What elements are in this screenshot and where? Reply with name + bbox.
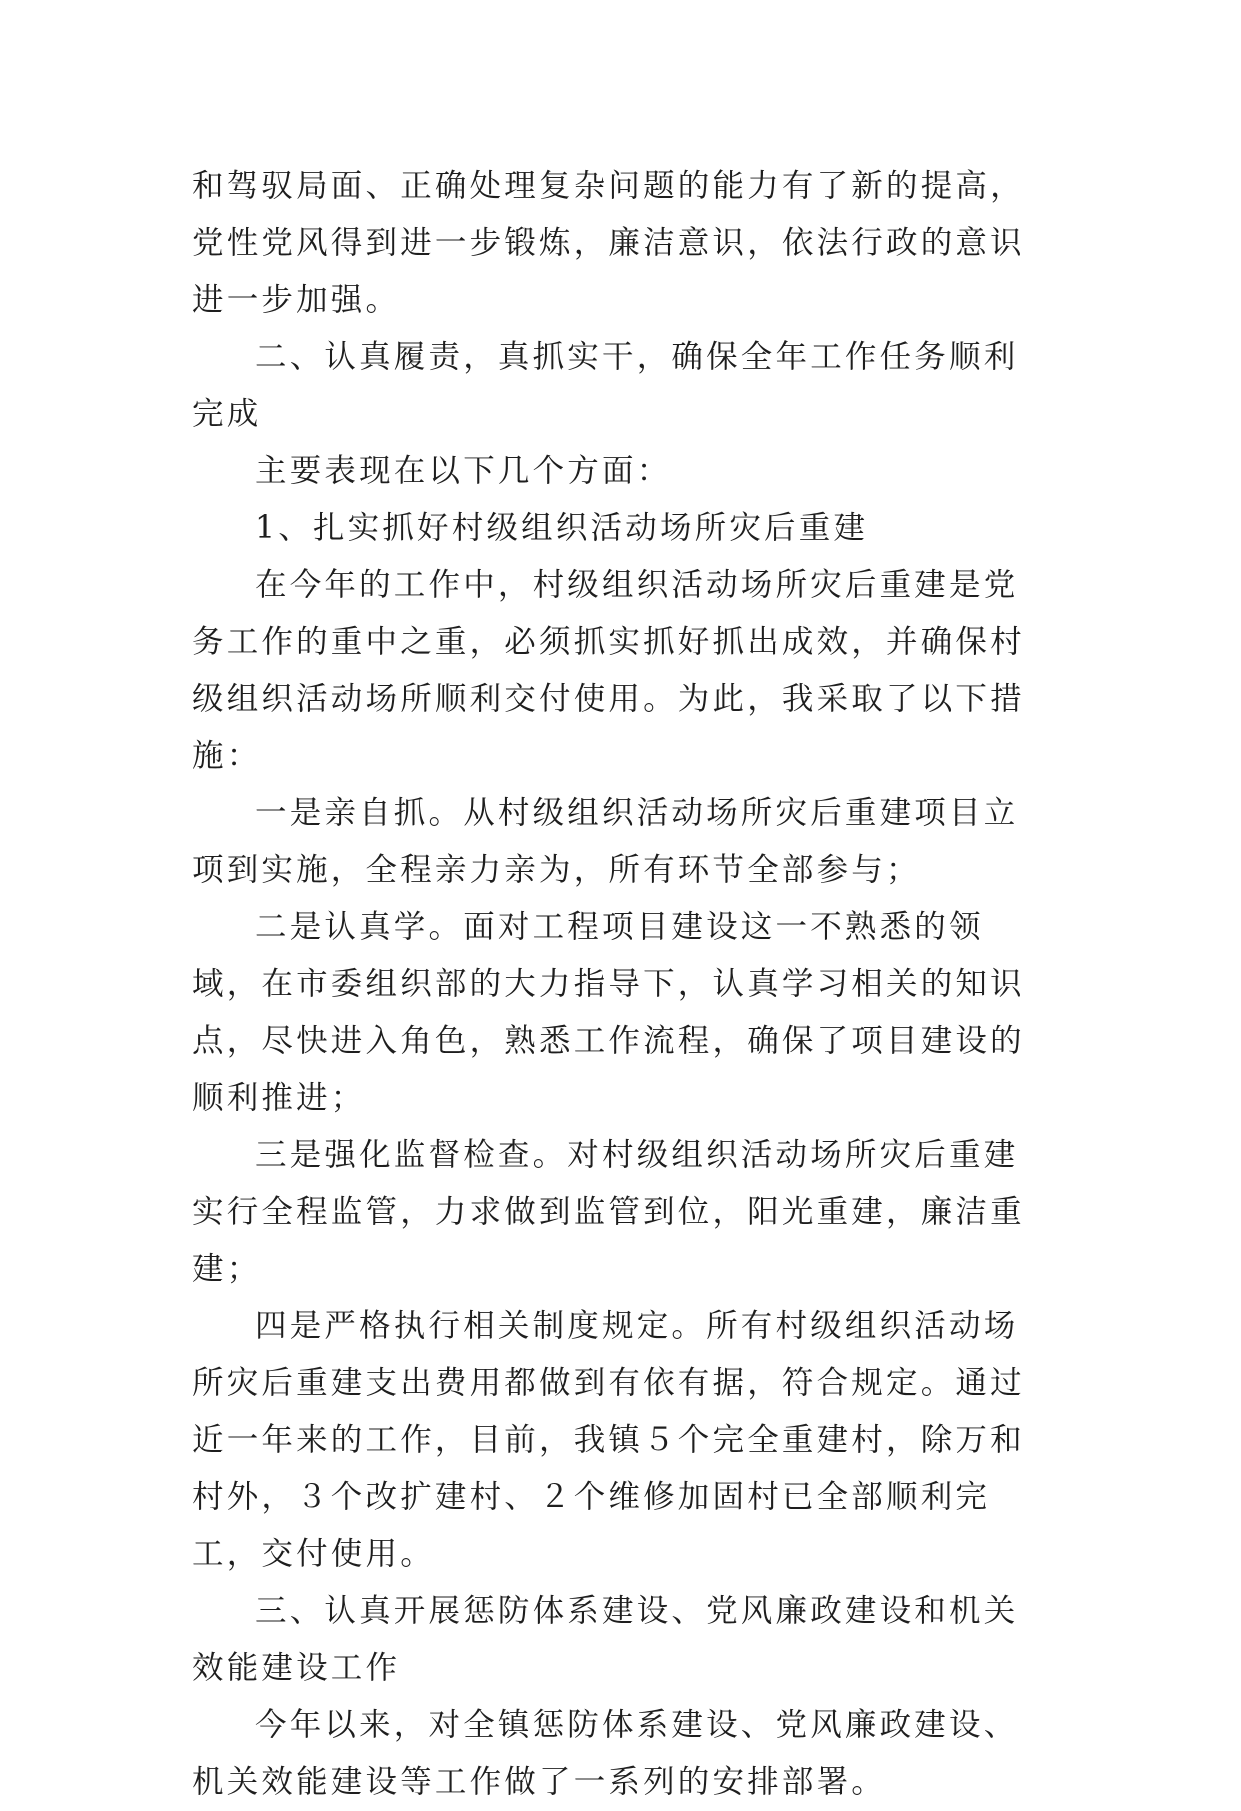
paragraph-intro: 主要表现在以下几个方面： (255, 453, 672, 489)
paragraph-measure-2: 二是认真学。面对工程项目建设这一不熟悉的领域，在市委组织部的大力指导下，认真学习相关的知识点，尽快进入角色，熟悉工作流程，确保了项目建设的顺利推进； (192, 909, 1025, 1116)
paragraph-continuation: 和驾驭局面、正确处理复杂问题的能力有了新的提高，党性党风得到进一步锻炼，廉洁意识，依法行政的意识进一步加强。 (192, 168, 1025, 318)
paragraph-measure-4: 四是严格执行相关制度规定。所有村级组织活动场所灾后重建支出费用都做到有依有据，符合规定。通过近一年来的工作，目前，我镇５个完全重建村，除万和村外，３个改扩建村、２个维修加固村已全部顺利完工，交付使用。 (192, 1308, 1025, 1572)
paragraph-reconstruction: 在今年的工作中，村级组织活动场所灾后重建是党务工作的重中之重，必须抓实抓好抓出成效，并确保村级组织活动场所顺利交付使用。为此，我采取了以下措施： (192, 567, 1025, 774)
paragraph-measure-1: 一是亲自抓。从村级组织活动场所灾后重建项目立项到实施，全程亲力亲为，所有环节全部参与； (192, 795, 1019, 888)
document-body (192, 158, 1052, 1811)
paragraph-closing: 今年以来，对全镇惩防体系建设、党风廉政建设、机关效能建设等工作做了一系列的安排部署。 (192, 1707, 1019, 1800)
section-heading-2: 二、认真履责，真抓实干，确保全年工作任务顺利完成 (192, 339, 1019, 432)
section-heading-3: 三、认真开展惩防体系建设、党风廉政建设和机关效能建设工作 (192, 1593, 1019, 1686)
subsection-heading-1: 1、扎实抓好村级组织活动场所灾后重建 (255, 510, 869, 546)
paragraph-measure-3: 三是强化监督检查。对村级组织活动场所灾后重建实行全程监管，力求做到监管到位，阳光重建，廉洁重建； (192, 1137, 1025, 1287)
